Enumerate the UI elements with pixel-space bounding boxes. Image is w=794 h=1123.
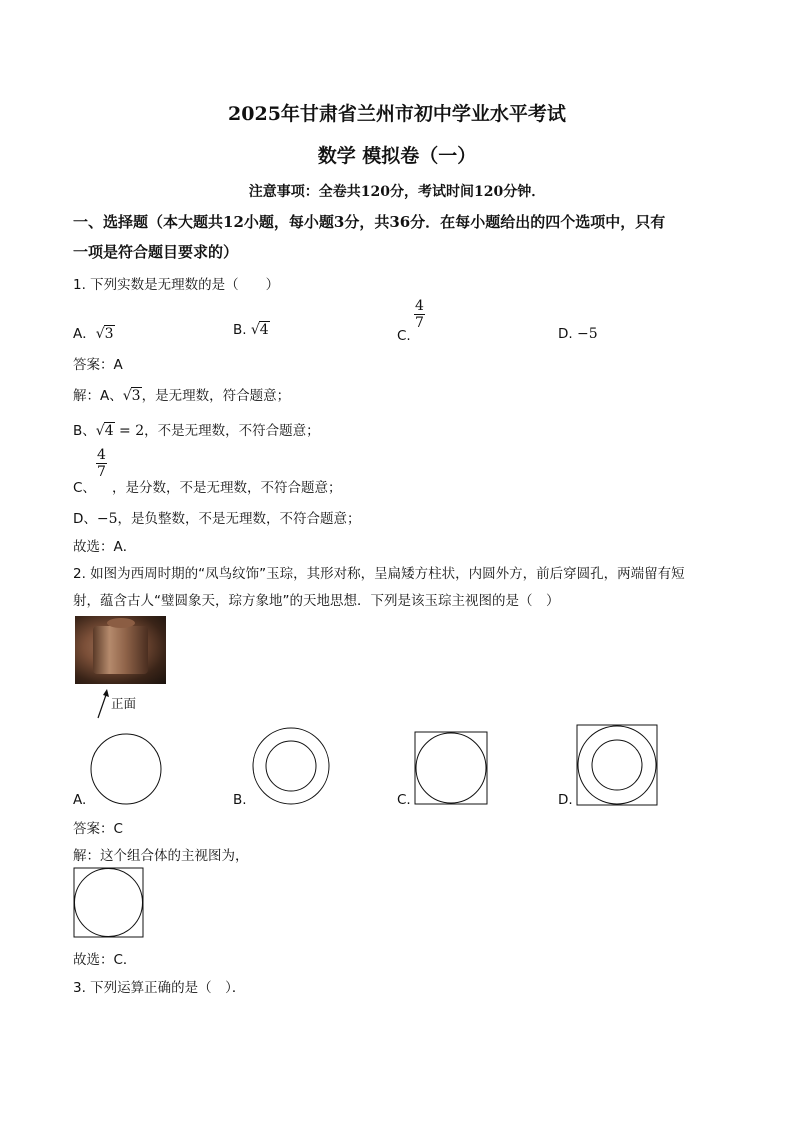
- q1-option-c-fraction: [414, 298, 425, 331]
- exam-subtitle: 数学 模拟卷（一）: [317, 145, 477, 167]
- front-label: 正面: [111, 696, 137, 711]
- section1-heading-line2: 一项是符合题目要求的）: [73, 243, 239, 261]
- option-d-figure: [576, 724, 659, 807]
- option-c-figure: [414, 731, 489, 806]
- q1-option-d-label: D.: [558, 326, 573, 342]
- q1-solution-d: [73, 507, 361, 527]
- q1-option-b-radicand: 4: [259, 322, 269, 338]
- sqrt-symbol: √4: [95, 423, 114, 439]
- q2-stem-line1: 2. 如图为西周时期的“凤鸟纹饰”玉琮，其形对称，呈扁矮方柱状，内圆外方，前后穿圆孔，两端留有短: [73, 566, 685, 582]
- q1-solution-c-fraction: [96, 447, 107, 480]
- q2-option-a-label: A.: [73, 792, 87, 808]
- q1-solution-a-radicand: 3: [131, 388, 141, 404]
- jade-cong-photo: [75, 616, 166, 684]
- q1-solution-b: [73, 419, 320, 439]
- q2-option-c-label: C.: [397, 792, 411, 808]
- sqrt-symbol: √3: [95, 326, 114, 342]
- q1-solution-a-text: ，是无理数，符合题意；: [141, 388, 291, 404]
- q1-option-c-denominator: 7: [415, 315, 424, 332]
- q1-stem: 1. 下列实数是无理数的是（ ）: [73, 277, 280, 293]
- q1-solution-c-numerator: 4: [97, 447, 106, 463]
- front-arrow-icon: [93, 688, 113, 720]
- q1-solution-d-prefix: D、: [73, 511, 97, 527]
- q2-conclusion: 故选：C．: [73, 952, 137, 968]
- q1-solution-b-prefix: B、: [73, 423, 96, 439]
- q1-solution-b-equation: = 2: [114, 423, 145, 439]
- q1-option-b-label: B.: [233, 322, 247, 338]
- q1-solution-b-radicand: 4: [104, 423, 114, 439]
- q1-solution-a: [73, 384, 290, 404]
- q1-option-c-numerator: 4: [415, 298, 424, 314]
- q1-option-a-label: A．: [73, 326, 96, 342]
- q2-stem-line2: 射，蕴含古人“璧圆象天，琮方象地”的天地思想．下列是该玉琮主视图的是（ ）: [73, 593, 560, 609]
- sqrt-symbol: √4: [250, 322, 269, 338]
- q1-answer: 答案：A: [73, 357, 123, 373]
- q1-option-c-label: C.: [397, 328, 411, 344]
- q1-conclusion: 故选：A．: [73, 539, 137, 555]
- q2-option-d-label: D.: [558, 792, 573, 808]
- q3-stem: 3. 下列运算正确的是（ ）．: [73, 980, 246, 996]
- q1-option-d-value: −5: [576, 326, 598, 342]
- q1-solution-d-text: ，是负整数，不是无理数，不符合题意；: [117, 511, 361, 527]
- q2-solution-figure: [73, 867, 145, 939]
- option-a-figure: [88, 731, 164, 807]
- q2-option-b-label: B.: [233, 792, 247, 808]
- exam-title: 2025年甘肃省兰州市初中学业水平考试: [228, 103, 566, 125]
- option-b-figure: [251, 726, 331, 806]
- q1-solution-b-text: ，不是无理数，不符合题意；: [144, 423, 320, 439]
- sqrt-symbol: √3: [122, 388, 141, 404]
- q1-solution-c-text: ，是分数，不是无理数，不符合题意；: [112, 480, 342, 496]
- q1-solution-c-denominator: 7: [97, 464, 106, 481]
- section1-heading-line1: 一、选择题（本大题共12小题，每小题3分，共36分．在每小题给出的四个选项中，只有: [73, 213, 666, 231]
- q2-solution: 解：这个组合体的主视图为，: [73, 848, 249, 864]
- exam-notice: 注意事项：全卷共120分，考试时间120分钟．: [248, 184, 546, 200]
- q1-option-d: [558, 326, 598, 342]
- q1-option-a-radicand: 3: [104, 326, 114, 342]
- q2-answer: 答案：C: [73, 821, 123, 837]
- q1-solution-d-value: −5: [96, 511, 118, 527]
- q1-solution-c-prefix: C、: [73, 480, 96, 496]
- q1-option-a: [73, 322, 115, 342]
- q1-option-b: [233, 322, 270, 338]
- q1-solution-a-prefix: 解：A、: [73, 388, 123, 404]
